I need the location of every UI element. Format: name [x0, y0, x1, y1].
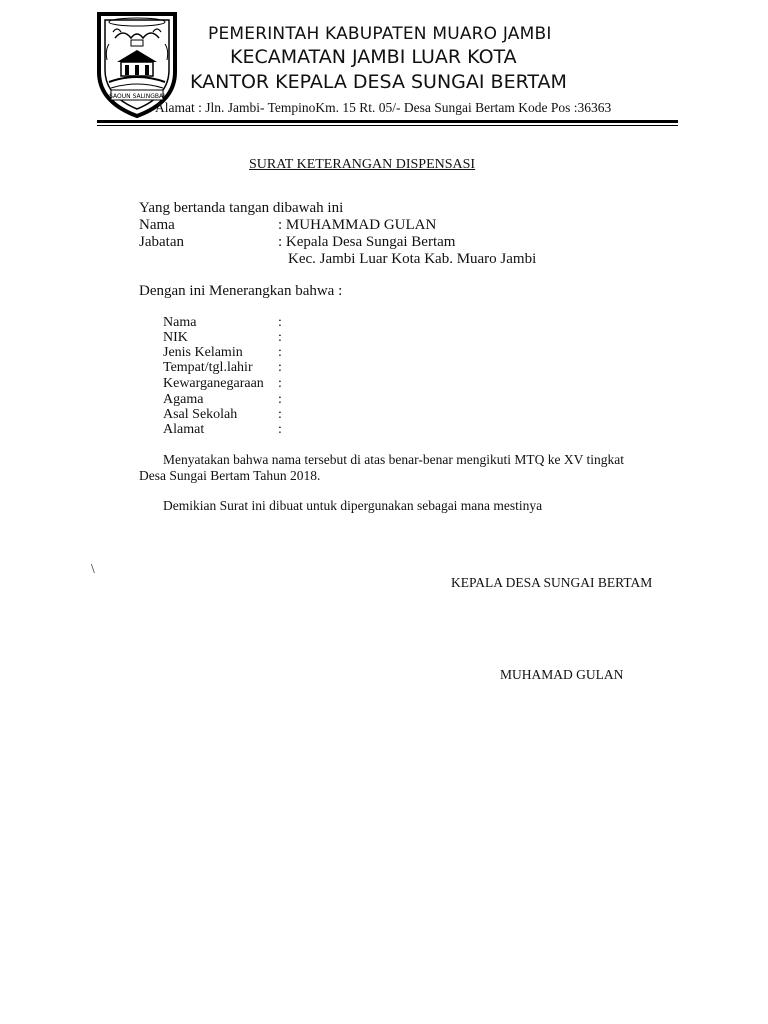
field-separator: : — [278, 376, 282, 391]
field-separator: : — [278, 422, 282, 437]
field-label: Jenis Kelamin — [163, 345, 243, 360]
logo-motto: SAOUN SALINGBAI — [109, 93, 165, 100]
statement-line-2: Desa Sungai Bertam Tahun 2018. — [139, 468, 321, 483]
field-separator: : — [278, 345, 282, 360]
field-label: NIK — [163, 330, 188, 345]
field-separator: : — [278, 407, 282, 422]
statement-line-1: Menyatakan bahwa nama tersebut di atas benar-benar mengikuti MTQ ke XV tingkat — [163, 452, 624, 467]
signer-name-label: Nama — [139, 217, 175, 233]
document-title: SURAT KETERANGAN DISPENSASI — [249, 157, 476, 172]
header-line-1: PEMERINTAH KABUPATEN MUARO JAMBI — [208, 24, 552, 44]
header-line-3: KANTOR KEPALA DESA SUNGAI BERTAM — [190, 71, 567, 93]
field-label: Alamat — [163, 422, 205, 437]
header-line-2: KECAMATAN JAMBI LUAR KOTA — [230, 46, 517, 68]
header-rule-thick — [97, 120, 678, 123]
signature-name: MUHAMAD GULAN — [500, 667, 624, 682]
signer-intro: Yang bertanda tangan dibawah ini — [139, 200, 344, 216]
field-label: Kewarganegaraan — [163, 376, 264, 391]
declaration-intro: Dengan ini Menerangkan bahwa : — [139, 283, 343, 299]
field-label: Nama — [163, 315, 197, 330]
field-separator: : — [278, 330, 282, 345]
field-label: Tempat/tgl.lahir — [163, 360, 253, 375]
stray-mark: \ — [91, 561, 95, 576]
field-separator: : — [278, 315, 282, 330]
signer-position-label: Jabatan — [139, 234, 184, 250]
signer-name-value: : MUHAMMAD GULAN — [278, 217, 437, 233]
signer-position-value-2: Kec. Jambi Luar Kota Kab. Muaro Jambi — [288, 251, 537, 267]
header-rule-thin — [97, 125, 678, 126]
closing-sentence: Demikian Surat ini dibuat untuk dipergunakan sebagai mana mestinya — [163, 498, 543, 513]
field-label: Agama — [163, 392, 204, 407]
signature-title: KEPALA DESA SUNGAI BERTAM — [451, 575, 653, 590]
field-separator: : — [278, 360, 282, 375]
header-address: Alamat : Jln. Jambi- TempinoKm. 15 Rt. 05/- Desa Sungai Bertam Kode Pos :36363 — [155, 100, 612, 115]
field-label: Asal Sekolah — [163, 407, 238, 422]
signer-position-value: : Kepala Desa Sungai Bertam — [278, 234, 456, 250]
field-separator: : — [278, 392, 282, 407]
